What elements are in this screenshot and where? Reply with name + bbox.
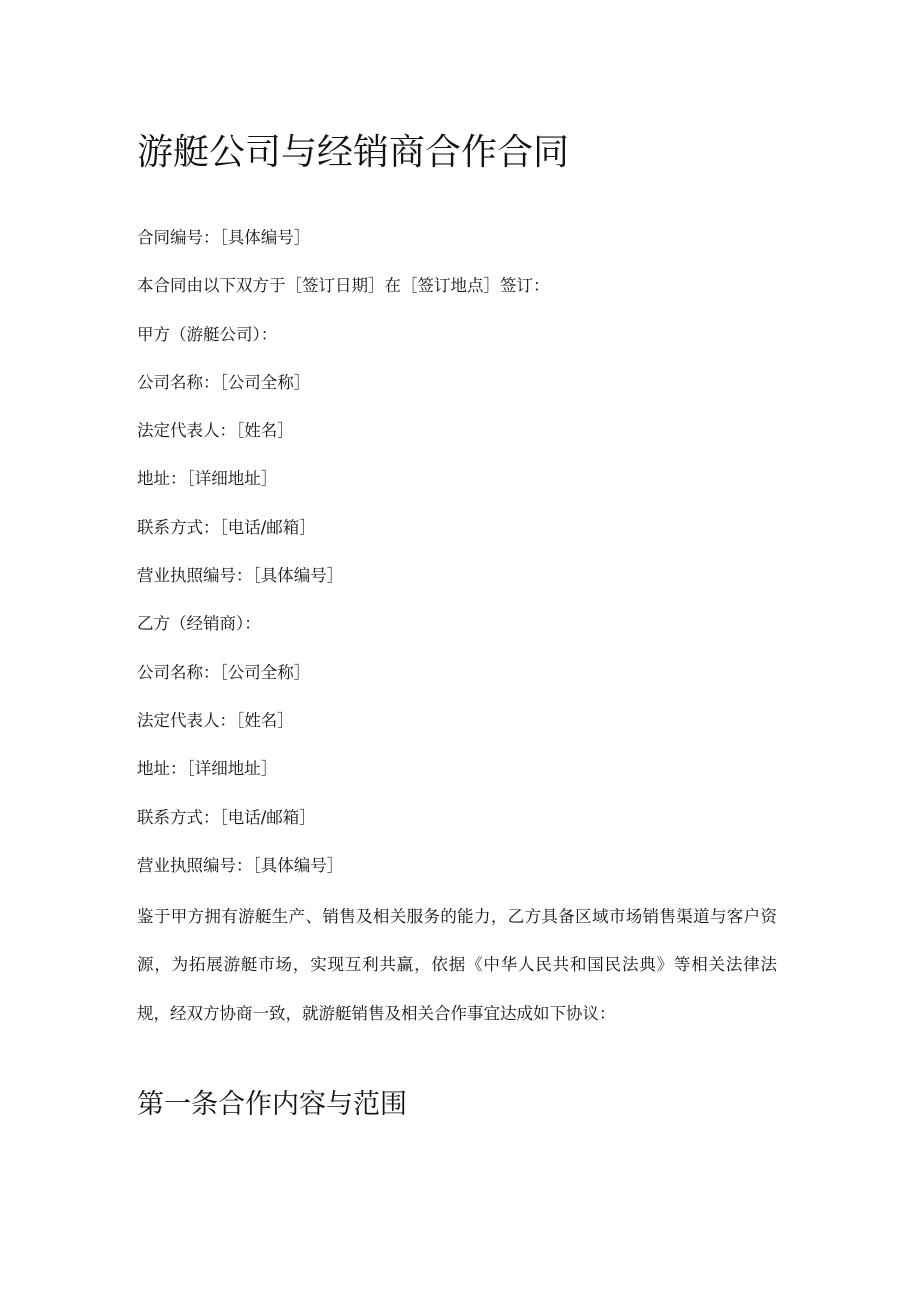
party-b-address: 地址：［详细地址］ [137,759,278,779]
party-b-company-name: 公司名称：［公司全称］ [137,662,311,682]
contract-number-line: 合同编号：［具体编号］ [137,228,311,247]
contract-header-list [137,220,797,896]
preamble-paragraph: 鉴于甲方拥有游艇生产、销售及相关服务的能力，乙方具备区域市场销售渠道与客户资源，为拓展游艇市场，实现互利共赢，依据《中华人民共和国民法典》等相关法律法规，经双方协商一致，就游艇销售及相关合作事宜达成如下协议： [137,907,777,1023]
party-b-legal-representative: 法定代表人：［姓名］ [137,710,294,730]
document-title: 游艇公司与经销商合作合同 [137,132,570,173]
party-a-license-number: 营业执照编号：［具体编号］ [137,566,344,586]
party-a-address: 地址：［详细地址］ [137,469,278,489]
signing-info-line: 本合同由以下双方于［签订日期］在［签订地点］签订： [137,276,550,296]
party-a-heading: 甲方（游艇公司）： [137,324,278,344]
party-b-heading: 乙方（经销商）： [137,614,261,634]
party-a-legal-representative: 法定代表人：［姓名］ [137,421,294,441]
party-b-contact: 联系方式：［电话/邮箱］ [137,807,316,827]
party-a-contact: 联系方式：［电话/邮箱］ [137,517,316,537]
section-1-title: 第一条合作内容与范围 [137,1089,407,1120]
party-a-company-name: 公司名称：［公司全称］ [137,372,311,392]
party-b-license-number: 营业执照编号：［具体编号］ [137,855,344,875]
